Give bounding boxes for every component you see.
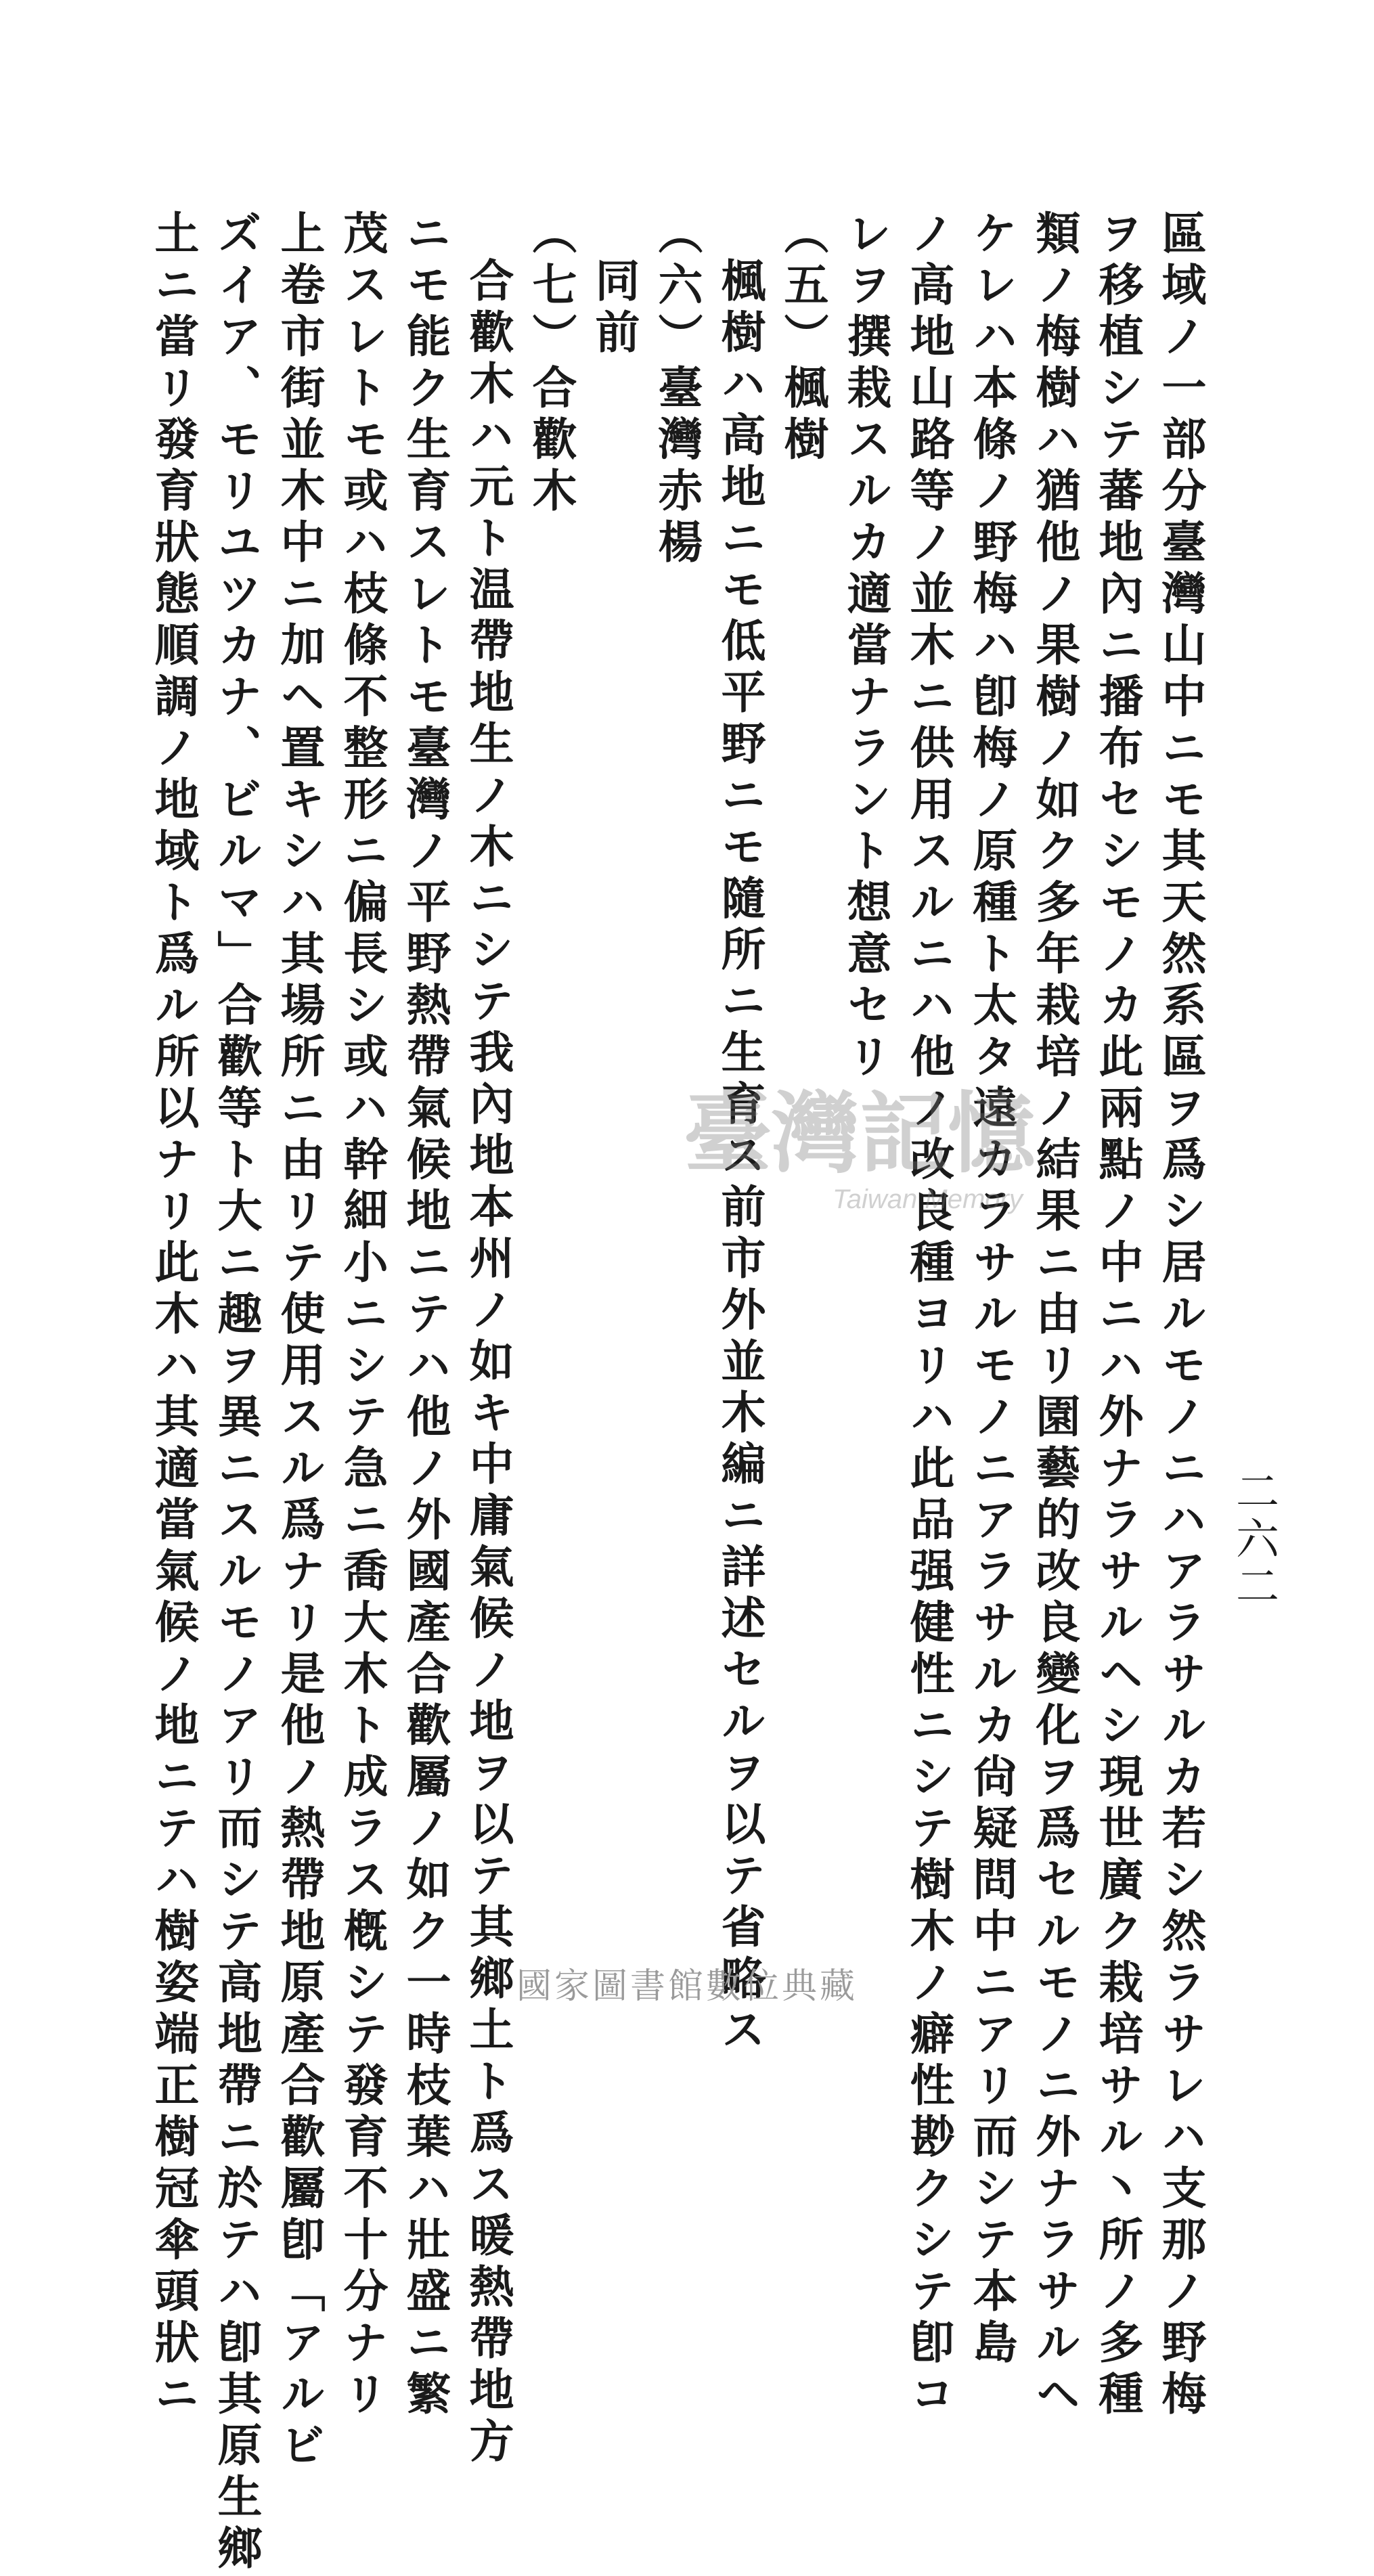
text-column-12: 合歡木ハ元ト温帶地生ノ木ニシテ我內地本州ノ如キ中庸氣候ノ地ヲ以テ其鄉土ト爲ス暖熱帶地方	[462, 257, 514, 2469]
text-column-1: 區域ノ一部分臺灣山中ニモ其天然系區ヲ爲シ居ルモノニハアラサルカ若シ然ラサレハ支那ノ野梅	[1154, 210, 1207, 2422]
text-column-8: 楓樹ハ高地ニモ低平野ニモ隨所ニ生育ス前市外並木編ニ詳述セルヲ以テ省略ス	[713, 257, 766, 2058]
text-column-5: ノ高地山路等ノ並木ニ供用スルニハ他ノ改良種ヨリハ此品强健性ニシテ樹木ノ癖性尠クシテ卽コ	[902, 210, 955, 2422]
text-column-10: 同前	[588, 257, 640, 360]
text-column-6: レヲ撰栽スルカ適當ナラント想意セリ	[839, 210, 892, 1084]
watermark-subtitle: Taiwan Memory	[833, 1184, 1023, 1214]
text-column-16: ズイア、モリユツカナ、ビルマ」合歡等ト大ニ趣ヲ異ニスルモノアリ而シテ高地帶ニ於テハ卽其原生鄉	[210, 210, 263, 2576]
text-column-4: ケレハ本條ノ野梅ハ卽梅ノ原種ト太タ遠カラサルモノニアラサルカ尙疑問中ニアリ而シテ本島	[965, 210, 1018, 2370]
section-heading-maple: （五）楓樹	[776, 210, 829, 467]
section-heading-alder: （六）臺灣赤楊	[650, 210, 703, 570]
text-column-2: ヲ移植シテ蕃地內ニ播布セシモノカ此兩點ノ中ニハ外ナラサルヘシ現世廣ク栽培サル丶所ノ多種	[1091, 210, 1144, 2422]
footer-credit: 國家圖書館數位典藏	[516, 1966, 858, 2007]
page-number: 二六二	[1228, 1469, 1279, 1611]
text-column-3: 類ノ梅樹ハ猶他ノ果樹ノ如ク多年栽培ノ結果ニ由リ園藝的改良變化ヲ爲セルモノニ外ナラサルヘ	[1028, 210, 1081, 2422]
watermark-title: 臺灣記憶	[684, 1082, 1036, 1185]
text-column-17: 土ニ當リ發育狀態順調ノ地域ト爲ル所以ナリ此木ハ其適當氣候ノ地ニテハ樹姿端正樹冠傘頭狀ニ	[147, 210, 200, 2422]
text-column-14: 茂スレトモ或ハ枝條不整形ニ偏長シ或ハ幹細小ニシテ急ニ喬大木ト成ラス槪シテ發育不十分ナリ	[336, 210, 389, 2422]
section-heading-silk-tree: （七）合歡木	[525, 210, 577, 518]
text-column-13: ニモ能ク生育スレトモ臺灣ノ平野熱帶氣候地ニテハ他ノ外國產合歡屬ノ如ク一時枝葉ハ壯盛ニ繁	[399, 210, 451, 2422]
text-column-15: 上卷市街並木中ニ加ヘ置キシハ其場所ニ由リテ使用スル爲ナリ是他ノ熱帶地原產合歡屬卽「アルビ	[273, 210, 326, 2473]
